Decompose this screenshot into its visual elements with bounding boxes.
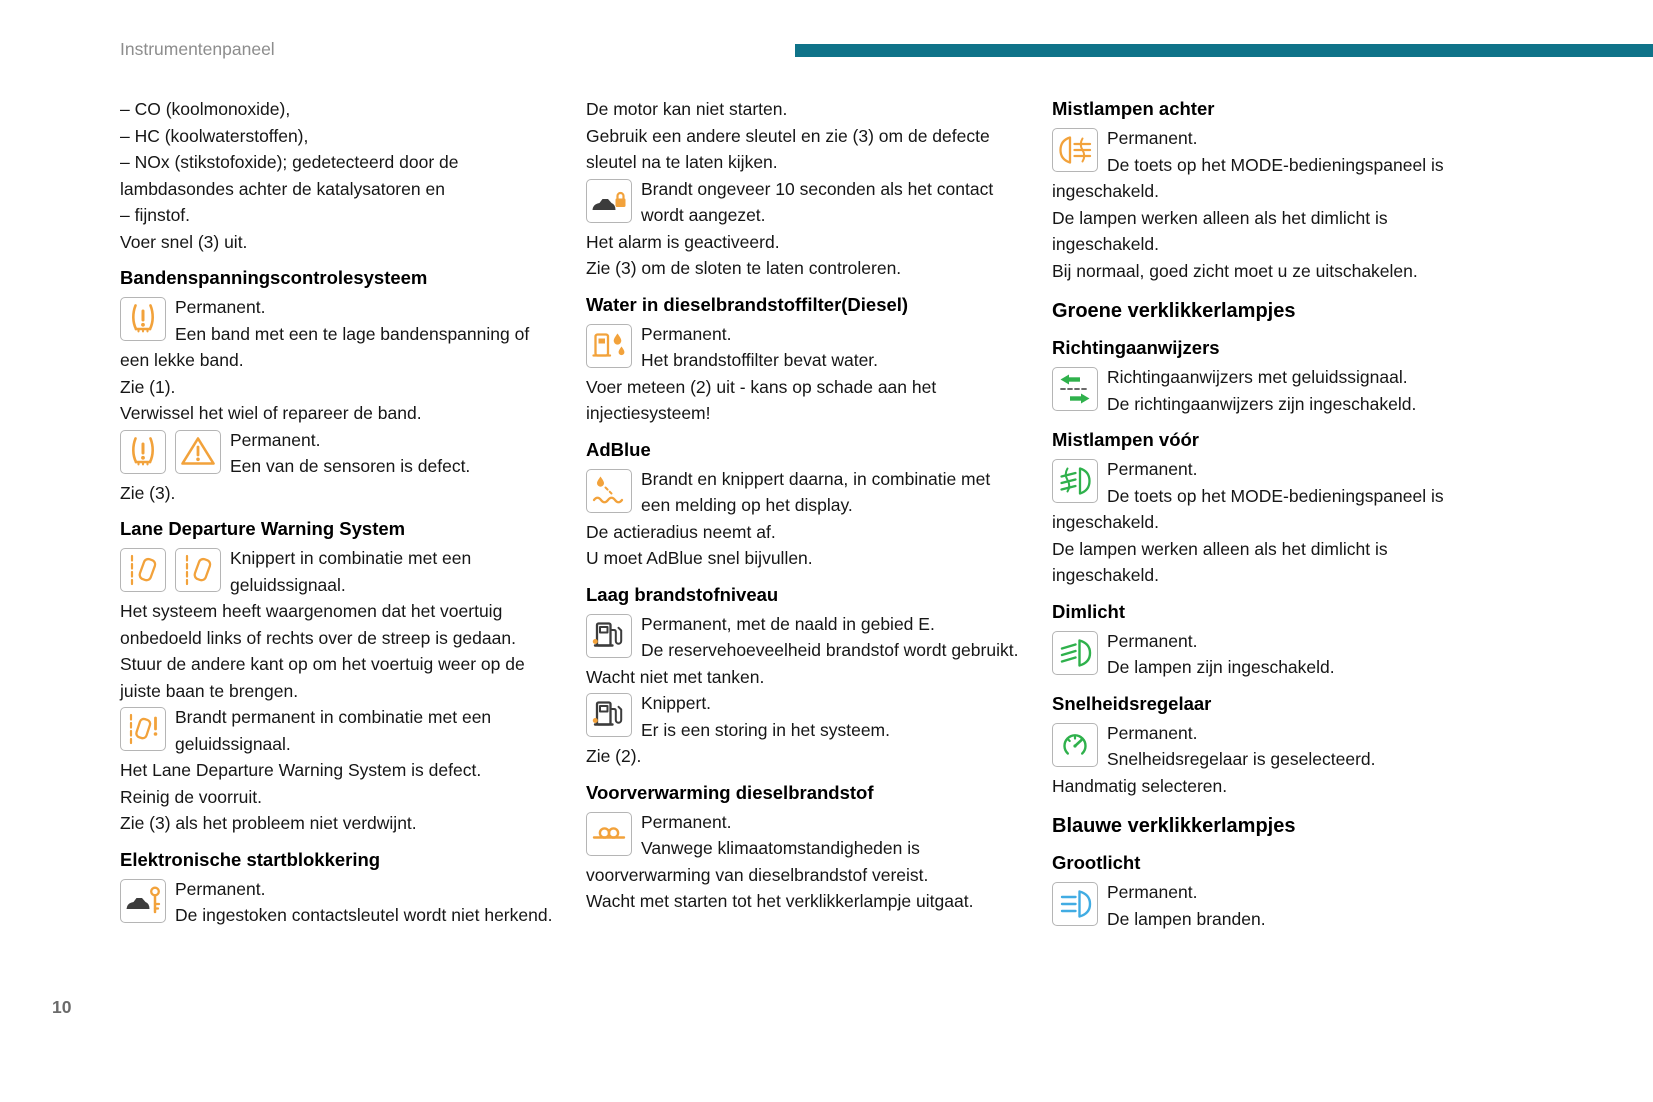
indicator-description — [1052, 720, 1488, 773]
paragraph — [120, 123, 556, 150]
subsection-heading: Snelheidsregelaar — [1052, 692, 1212, 714]
paragraph — [120, 784, 556, 811]
paragraph — [586, 545, 1022, 572]
indicator-description — [1052, 628, 1488, 681]
rear-fog-icon — [1052, 128, 1098, 172]
paragraph-text: Het systeem heeft waargenomen dat het voertuig onbedoeld links of rechts over de streep is gedaan. — [120, 601, 516, 648]
column-1 — [120, 96, 556, 932]
subsection-heading: AdBlue — [586, 438, 651, 460]
low-fuel-icon — [586, 693, 632, 737]
paragraph-text: Knippert in combinatie met een geluidssignaal. — [230, 548, 472, 595]
paragraph — [120, 96, 556, 123]
paragraph-text: Zie (3). — [120, 482, 176, 503]
paragraph-text: Brandt en knippert daarna, in combinatie met een melding op het display. — [641, 468, 991, 515]
paragraph-text: Zie (2). — [586, 746, 642, 766]
paragraph-text: De actieradius neemt af. — [586, 521, 776, 542]
paragraph-text: Voer snel (3) uit. — [120, 231, 248, 252]
paragraph-text: Permanent. De toets op het MODE-bedieningspaneel is ingeschakeld. — [1052, 128, 1444, 201]
paragraph — [586, 255, 1022, 282]
paragraph — [120, 202, 556, 229]
page-section-title: Instrumentenpaneel — [120, 39, 275, 59]
indicator-description — [586, 176, 1022, 229]
indicator-description — [120, 294, 556, 374]
paragraph — [586, 888, 1022, 915]
front-fog-icon — [1052, 459, 1098, 503]
cruise-control-icon — [1052, 723, 1098, 767]
paragraph — [586, 229, 1022, 256]
indicator-description — [586, 690, 1022, 743]
paragraph — [120, 651, 556, 704]
warning-triangle-icon — [175, 430, 221, 474]
paragraph — [1052, 536, 1488, 589]
adblue-icon — [586, 469, 632, 513]
paragraph-text: Reinig de voorruit. — [120, 786, 263, 807]
subsection-heading: Mistlampen achter — [1052, 98, 1215, 119]
section-heading: Groene verklikkerlampjes — [1052, 300, 1296, 322]
paragraph — [1052, 205, 1488, 258]
indicator-description — [586, 611, 1022, 664]
immobiliser-icon — [120, 879, 166, 923]
subsection-heading: Dimlicht — [1052, 600, 1125, 622]
paragraph — [120, 598, 556, 651]
paragraph-text: Permanent. Snelheidsregelaar is geselecteerd. — [1107, 722, 1376, 769]
indicator-description — [1052, 125, 1488, 205]
subsection-heading: Grootlicht — [1052, 852, 1141, 873]
paragraph-text: Permanent. De ingestoken contactsleutel wordt niet herkend. — [175, 878, 553, 925]
paragraph — [120, 757, 556, 784]
paragraph — [586, 519, 1022, 546]
paragraph-text: De lampen werken alleen als het dimlicht is ingeschakeld. — [1052, 538, 1388, 585]
subsection-heading: Laag brandstofniveau — [586, 583, 779, 605]
indicator-description — [120, 876, 556, 929]
paragraph-text: Permanent. De lampen zijn ingeschakeld. — [1107, 630, 1335, 677]
alarm-icon — [586, 179, 632, 223]
paragraph-text: Permanent. Een band met een te lage bandenspanning of een lekke band. — [120, 297, 530, 370]
paragraph-text: Richtingaanwijzers met geluidssignaal. De richtingaanwijzers zijn ingeschakeld. — [1107, 367, 1417, 414]
content-columns — [120, 96, 1488, 932]
tire-pressure-icon — [120, 430, 166, 474]
paragraph — [120, 229, 556, 256]
lane-departure-fault-icon — [120, 707, 166, 751]
paragraph-text: Verwissel het wiel of repareer de band. — [120, 403, 422, 423]
subsection-heading: Bandenspanningscontrolesysteem — [120, 267, 428, 288]
paragraph-text: Het alarm is geactiveerd. — [586, 231, 780, 252]
lane-departure-icon — [175, 548, 221, 592]
paragraph-text: Knippert. Er is een storing in het systeem. — [641, 693, 890, 740]
low-beam-icon — [1052, 631, 1098, 675]
indicator-description — [1052, 364, 1488, 417]
paragraph — [120, 480, 556, 507]
indicator-description — [1052, 456, 1488, 536]
paragraph-text: – CO (koolmonoxide), — [120, 99, 291, 119]
paragraph-text: Brandt ongeveer 10 seconden als het contact wordt aangezet. — [641, 178, 994, 225]
paragraph — [586, 374, 1022, 427]
turn-indicators-icon — [1052, 367, 1098, 411]
subsection-heading: Lane Departure Warning System — [120, 518, 406, 539]
paragraph — [120, 810, 556, 837]
paragraph — [1052, 258, 1488, 285]
paragraph-text: Permanent, met de naald in gebied E. De reservehoeveelheid brandstof wordt gebruikt. — [641, 613, 1019, 660]
paragraph-text: Gebruik een andere sleutel en zie (3) om de defecte sleutel na te laten kijken. — [586, 125, 990, 172]
paragraph-text: Het Lane Departure Warning System is defect. — [120, 760, 482, 780]
column-3 — [1052, 96, 1488, 932]
paragraph — [120, 400, 556, 427]
paragraph-text: Zie (1). — [120, 376, 176, 397]
subsection-heading: Mistlampen vóór — [1052, 429, 1199, 450]
paragraph — [586, 743, 1022, 770]
paragraph-text: Zie (3) als het probleem niet verdwijnt. — [120, 813, 417, 833]
paragraph-text: Wacht niet met tanken. — [586, 666, 765, 687]
paragraph-text: Permanent. Een van de sensoren is defect. — [230, 429, 471, 476]
paragraph — [1052, 773, 1488, 800]
paragraph-text: De motor kan niet starten. — [586, 99, 788, 119]
paragraph-text: Voer meteen (2) uit - kans op schade aan het injectiesysteem! — [586, 376, 937, 423]
paragraph — [586, 96, 1022, 123]
column-2 — [586, 96, 1022, 932]
paragraph-text: Permanent. Vanwege klimaatomstandigheden is voorverwarming van dieselbrandstof vereist. — [586, 811, 929, 885]
paragraph-text: De lampen werken alleen als het dimlicht is ingeschakeld. — [1052, 207, 1388, 254]
section-heading: Blauwe verklikkerlampjes — [1052, 815, 1296, 837]
subsection-heading: Elektronische startblokkering — [120, 848, 381, 870]
paragraph — [586, 664, 1022, 691]
paragraph — [586, 123, 1022, 176]
paragraph-text: Stuur de andere kant op om het voertuig weer op de juiste baan te brengen. — [120, 654, 525, 701]
indicator-description — [1052, 879, 1488, 932]
tire-pressure-icon — [120, 297, 166, 341]
paragraph-text: – HC (koolwaterstoffen), — [120, 125, 309, 146]
subsection-heading: Richtingaanwijzers — [1052, 337, 1220, 358]
glow-plug-icon — [586, 812, 632, 856]
subsection-heading: Voorverwarming dieselbrandstof — [586, 781, 874, 803]
lane-departure-icon — [120, 548, 166, 592]
subsection-heading: Water in dieselbrandstoffilter(Diesel) — [586, 293, 909, 315]
paragraph-text: Permanent. Het brandstoffilter bevat water. — [641, 323, 879, 370]
indicator-description — [120, 427, 556, 480]
indicator-description — [120, 704, 556, 757]
paragraph-text: – fijnstof. — [120, 205, 191, 225]
indicator-description — [586, 466, 1022, 519]
indicator-description — [586, 809, 1022, 889]
paragraph-text: Handmatig selecteren. — [1052, 775, 1228, 796]
page-number: 10 — [52, 997, 72, 1017]
paragraph — [120, 149, 556, 202]
paragraph-text: U moet AdBlue snel bijvullen. — [586, 548, 813, 568]
paragraph-text: Bij normaal, goed zicht moet u ze uitschakelen. — [1052, 260, 1418, 281]
water-in-fuel-filter-icon — [586, 324, 632, 368]
paragraph-text: Permanent. De lampen branden. — [1107, 882, 1266, 929]
paragraph — [120, 374, 556, 401]
low-fuel-icon — [586, 614, 632, 658]
paragraph-text: Brandt permanent in combinatie met een geluidssignaal. — [175, 707, 492, 754]
paragraph-text: Permanent. De toets op het MODE-bedieningspaneel is ingeschakeld. — [1052, 459, 1444, 532]
indicator-description — [586, 321, 1022, 374]
accent-bar — [795, 44, 1653, 57]
paragraph-text: Zie (3) om de sloten te laten controleren. — [586, 258, 902, 278]
paragraph-text: Wacht met starten tot het verklikkerlampje uitgaat. — [586, 891, 974, 911]
paragraph-text: – NOx (stikstofoxide); gedetecteerd door de lambdasondes achter de katalysatoren en — [120, 152, 459, 199]
high-beam-icon — [1052, 882, 1098, 926]
indicator-description — [120, 545, 556, 598]
